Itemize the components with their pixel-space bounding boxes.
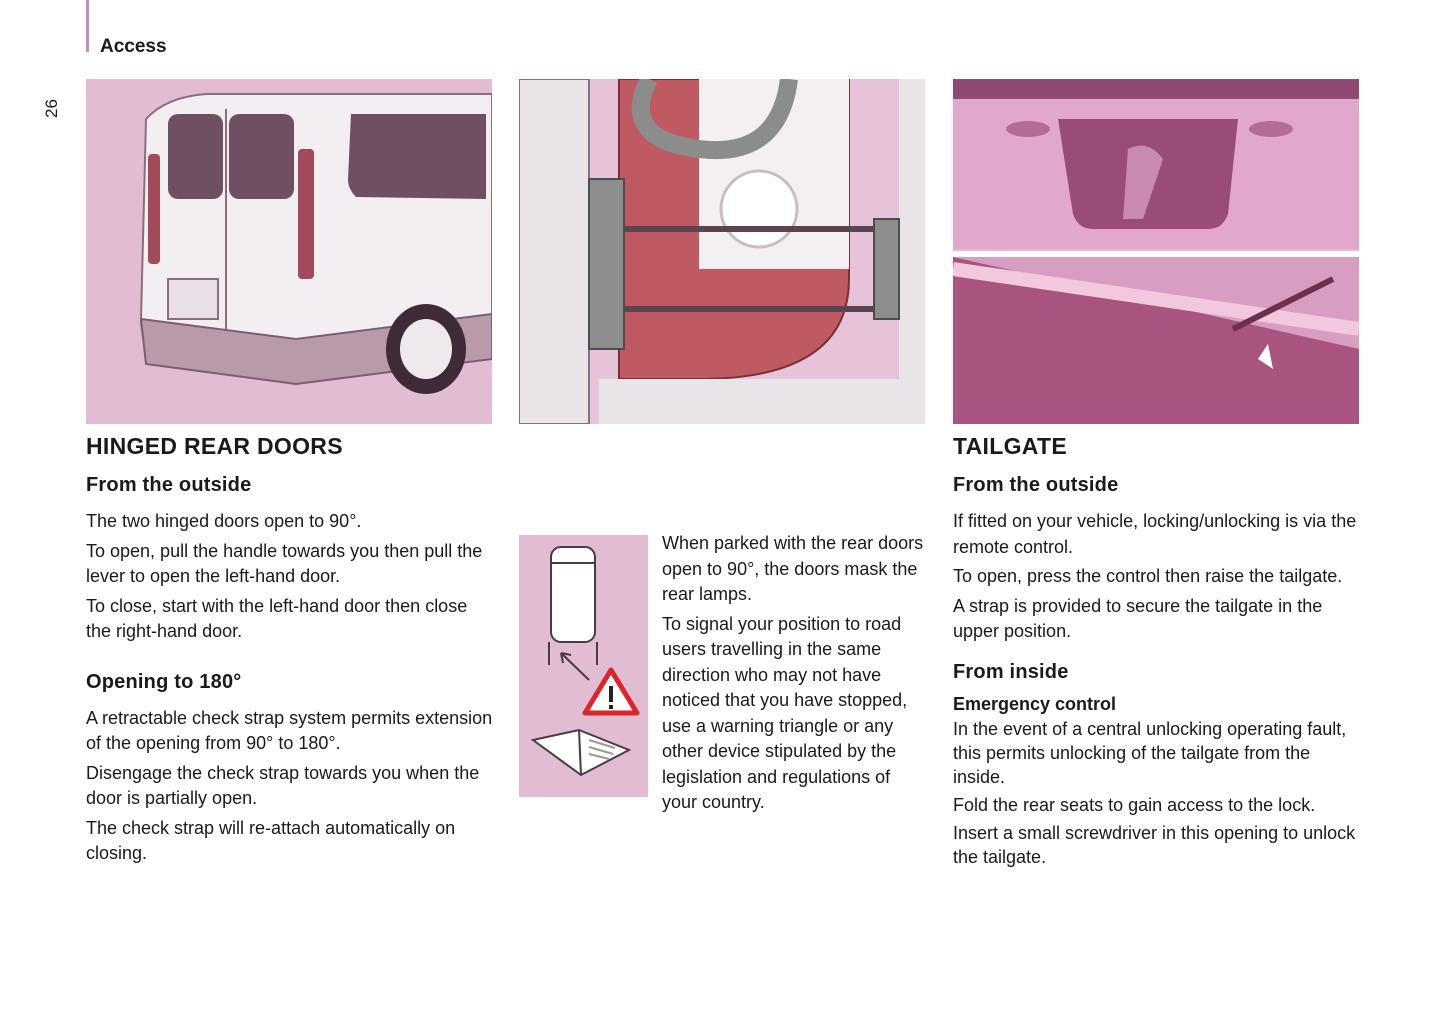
paragraph: In the event of a central unlocking operating fault, this permits unlocking of the tailgate from the inside. [953, 718, 1347, 787]
tailgate-title: TAILGATE [953, 433, 1067, 459]
section-rule [86, 0, 89, 52]
paragraph: Fold the rear seats to gain access to the lock. [953, 794, 1316, 815]
outside-heading: From the outside [86, 474, 252, 496]
hinged-rear-doors-title: HINGED REAR DOORS [86, 433, 343, 459]
outside-heading: From the outside [953, 474, 1119, 496]
paragraph: If fitted on your vehicle, locking/unlocking is via the remote control. [953, 511, 1357, 557]
tailgate-lock-illustration [953, 79, 1359, 424]
paragraph: A retractable check strap system permits extension of the opening from 90° to 180°. [86, 707, 493, 753]
van-topview-icon [549, 547, 597, 665]
emergency-control-heading: Emergency control [953, 693, 1117, 714]
manual-book-icon [533, 730, 629, 775]
paragraph: Insert a small screwdriver in this opening to unlock the tailgate. [953, 822, 1356, 867]
rear-lamps-note [662, 531, 930, 816]
page-number: 26 [42, 99, 61, 118]
paragraph: To close, start with the left-hand door then close the right-hand door. [86, 595, 468, 641]
paragraph: A strap is provided to secure the tailgate in the upper position. [953, 595, 1323, 641]
warning-note-icon-box [519, 535, 648, 797]
tailgate-section [953, 433, 1363, 869]
paragraph: To open, pull the handle towards you then pull the lever to open the left-hand door. [86, 540, 483, 586]
arrow-icon [561, 653, 589, 680]
paragraph: To signal your position to road users travelling in the same direction who may not have noticed that you have stopped, use a warning triangle or any other device stipulated by the legislation and regulations of your country. [662, 613, 908, 812]
van-rear-illustration [86, 79, 492, 424]
paragraph: Disengage the check strap towards you when the door is partially open. [86, 762, 480, 808]
paragraph: The check strap will re-attach automatically on closing. [86, 817, 456, 863]
paragraph: When parked with the rear doors open to 90°, the doors mask the rear lamps. [662, 533, 924, 604]
hinged-rear-doors-section [86, 433, 496, 867]
check-strap-illustration [519, 79, 925, 424]
warning-triangle-icon [585, 670, 637, 713]
section-title: Access [100, 36, 167, 57]
inside-heading: From inside [953, 660, 1069, 683]
paragraph: The two hinged doors open to 90°. [86, 511, 362, 531]
opening-180-heading: Opening to 180° [86, 670, 242, 693]
paragraph: To open, press the control then raise the tailgate. [953, 566, 1343, 586]
